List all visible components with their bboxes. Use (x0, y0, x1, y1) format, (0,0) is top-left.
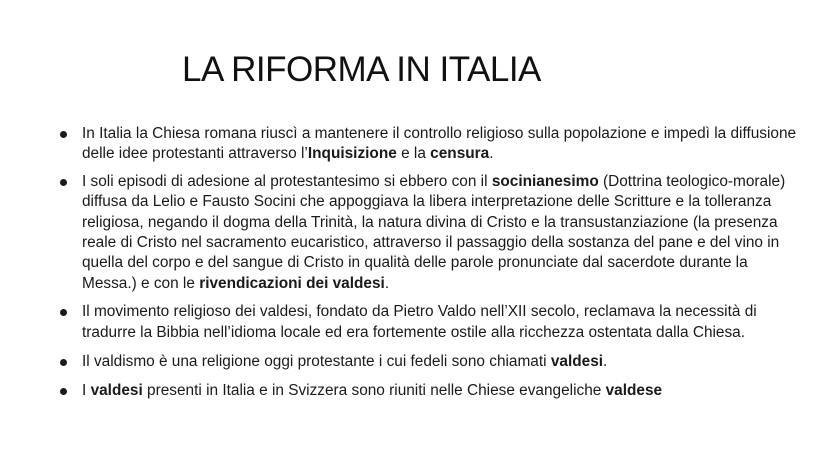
keyword-valdesi: valdesi (550, 353, 604, 371)
bullet-text: . (384, 274, 390, 292)
keyword-censura: censura (430, 145, 490, 163)
keyword-valdese: valdese (605, 382, 663, 400)
bullet-text: In Italia la Chiesa romana riuscì a mantenere il controllo religioso sulla popolazione e impedì la diffusione delle idee protestanti attraverso l’ (82, 125, 797, 163)
keyword-valdesi: valdesi (90, 382, 143, 400)
bullet-dot (60, 131, 67, 138)
bullet-text: (Dottrina teologico-morale) diffusa da Lelio e Fausto Socini che appoggiava la libera interpretazione delle Scritture e la tolleranza religiosa, negando il dogma della Trinità, la natura divina di Cristo e la transustanziazione (la presenza reale di Cristo nel sacramento eucaristico, attraverso il passaggio della sostanza del pane e del vino in quella del corpo e del sangue di Cristo in qualità delle parole pronunciate dal sacerdote durante la Messa.) e con le (82, 172, 786, 292)
slide-title: LA RIFORMA IN ITALIA (182, 50, 541, 89)
bullet-text: e la (396, 145, 431, 163)
bullet-item (60, 124, 800, 165)
keyword-socinianesimo: socinianesimo (491, 172, 599, 190)
bullet-item (60, 302, 800, 343)
bullet-list (60, 124, 800, 402)
bullet-text: I (82, 382, 91, 400)
bullet-dot (60, 359, 67, 366)
bullet-text: Il movimento religioso dei valdesi, fondato da Pietro Valdo nell’XII secolo, reclamava la necessità di tradurre la Bibbia nell’idioma locale ed era fortemente ostile alla ricchezza ostentata dalla Chiesa. (82, 303, 757, 341)
bullet-item (60, 381, 800, 401)
bullet-dot (60, 179, 67, 186)
bullet-text: presenti in Italia e in Svizzera sono riuniti nelle Chiese evangeliche (142, 382, 606, 400)
bullet-text: . (603, 353, 608, 371)
bullet-item (60, 172, 800, 294)
bullet-text: I soli episodi di adesione al protestantesimo si ebbero con il (82, 172, 492, 190)
bullet-text: Il valdismo è una religione oggi protestante i cui fedeli sono chiamati (82, 353, 551, 371)
bullet-item (60, 352, 800, 372)
bullet-dot (60, 388, 67, 395)
bullet-dot (60, 309, 67, 316)
keyword-rivendicazioni: rivendicazioni dei valdesi (199, 274, 385, 292)
bullet-text: . (489, 145, 494, 163)
keyword-inquisizione: Inquisizione (307, 145, 397, 163)
